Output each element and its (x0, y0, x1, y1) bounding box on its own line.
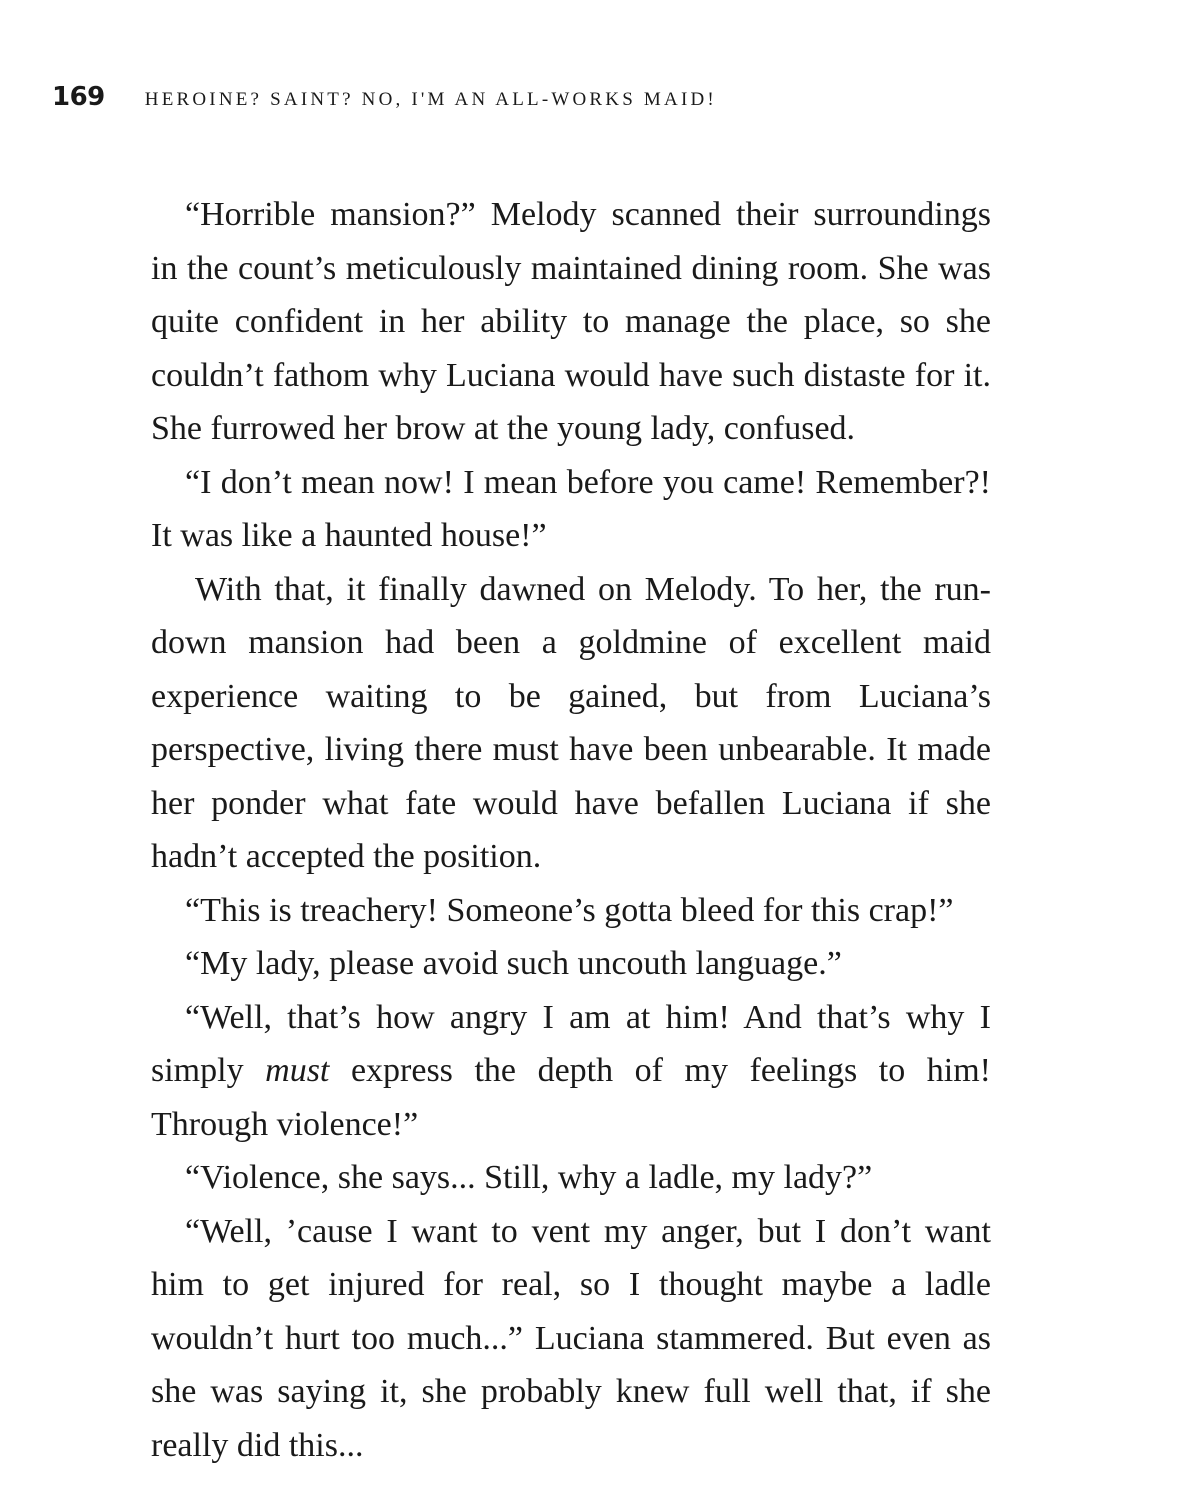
running-header (52, 82, 717, 116)
book-title: HEROINE? SAINT? NO, I'M AN ALL-WORKS MAID! (144, 89, 717, 110)
body-text (151, 188, 991, 1472)
paragraph-text: “Well, that’s how angry I am at him! And that’s why I simply (151, 998, 991, 1089)
paragraph-text: express the depth of my feelings to him! Through violence!” (151, 1052, 991, 1143)
paragraph: “Well, ’cause I want to vent my anger, but I don’t want him to get injured for real, so I thought maybe a ladle wouldn’t hurt too much...” Luciana stammered. But even as she was saying it, she probably knew full well that, if she really did this... (151, 1212, 991, 1464)
paragraph: “Horrible mansion?” Melody scanned their surroundings in the count’s meticulously maintained dining room. She was quite confident in her ability to manage the place, so she couldn’t fathom why Luciana would have such distaste for it. She furrowed her brow at the young lady, confused. (151, 196, 991, 447)
paragraph: “I don’t mean now! I mean before you came! Remember?! It was like a haunted house!” (151, 463, 991, 554)
paragraph: “This is treachery! Someone’s gotta bleed for this crap!” (185, 891, 954, 929)
paragraph (151, 991, 991, 1152)
paragraph: “Violence, she says... Still, why a ladle, my lady?” (185, 1159, 873, 1196)
emphasized-word: must (265, 1052, 330, 1089)
paragraph: “My lady, please avoid such uncouth language.” (185, 945, 842, 982)
page-number: 169 (52, 82, 105, 112)
paragraph: With that, it finally dawned on Melody. To her, the run-down mansion had been a goldmine of excellent maid experience waiting to be gained, but from Luciana’s perspective, living there must have been unbearable. It made her ponder what fate would have befallen Luciana if she hadn’t accepted the position. (151, 570, 991, 875)
